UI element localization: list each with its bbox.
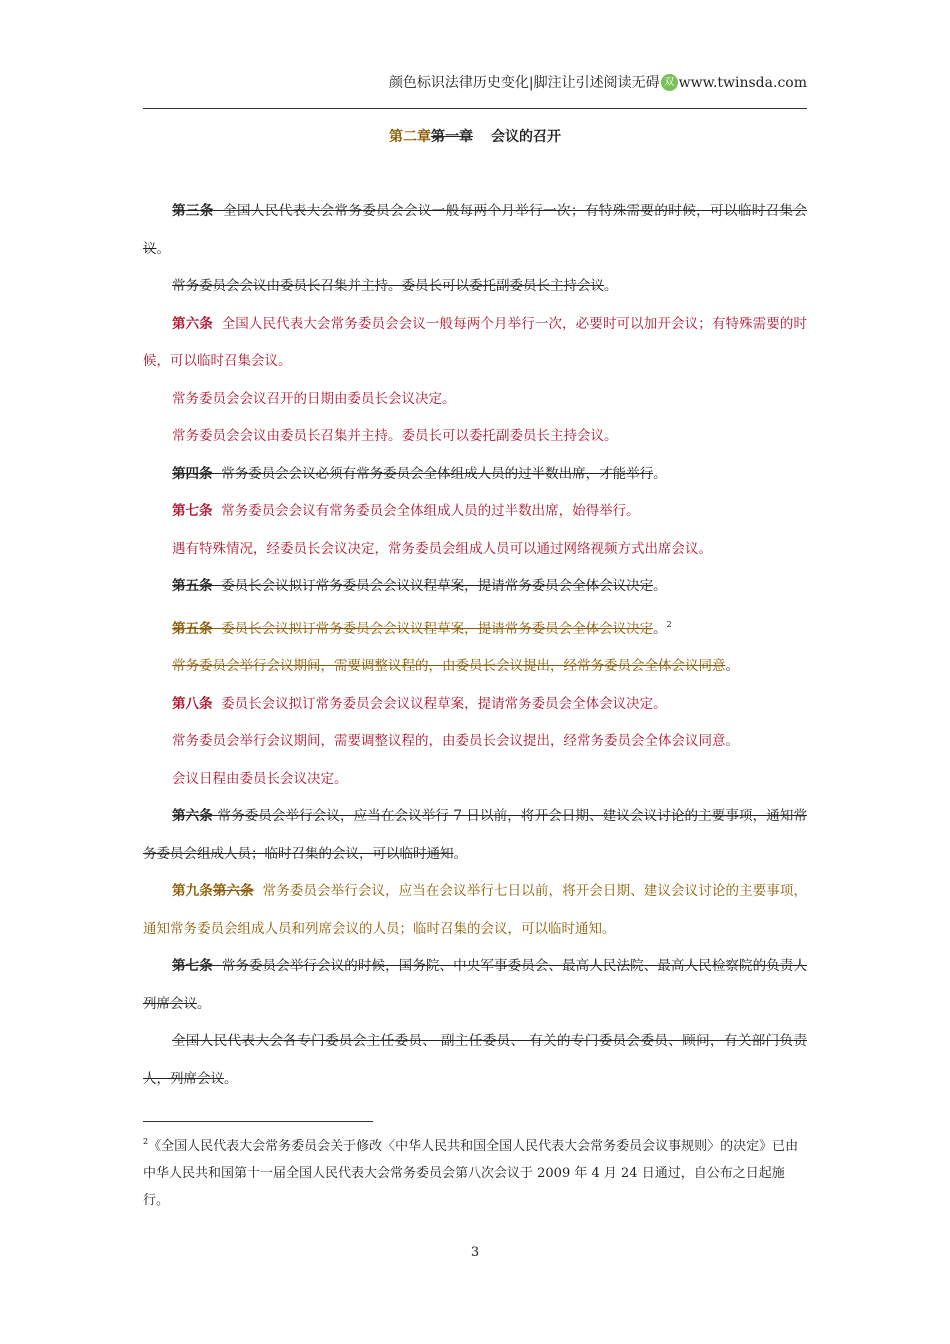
article-label: 第五条 [172, 578, 213, 594]
footnote-text: 《全国人民代表大会常务委员会关于修改〈中华人民共和国全国人民代表大会常务委员会议事规则〉的决定》已由中华人民共和国第十一届全国人民代表大会常务委员会第八次会议于 2009 年 4 月 24 日通过，自公布之日起施行。 [143, 1139, 799, 1208]
article-text: 遇有特殊情况，经委员长会议决定，常务委员会组成人员可以通过网络视频方式出席会议。 [172, 540, 712, 557]
footnote-divider [143, 1121, 373, 1122]
article-6-para-3-new [143, 418, 807, 456]
article-label: 第六条 [172, 315, 213, 332]
header-tagline: 颜色标识法律历史变化|脚注让引述阅读无碍 [388, 75, 660, 91]
article-label: 第三条 [172, 203, 214, 219]
twinsda-logo-icon: 双 [661, 74, 678, 91]
article-text: 常务委员会举行会议的时候，国务院、中央军事委员会、最高人民法院、最高人民检察院的负责人列席会议 [143, 958, 808, 1012]
article-label: 第九条 [172, 883, 213, 899]
article-5-para-2-deleted: 常务委员会举行会议期间，需要调整议程的，由委员长会议提出，经常务委员会全体会议同意。 [172, 658, 739, 674]
chapter-heading [0, 126, 950, 146]
article-text: 全国人民代表大会常务委员会会议一般每两个月举行一次，必要时可以加开会议；有特殊需要的时候，可以临时召集会议。 [143, 315, 808, 369]
footnote-mark: 2 [143, 1137, 149, 1146]
article-text: 常务委员会举行会议，应当在会议举行七日以前，将开会日期、建议会议讨论的主要事项，通知常务委员会组成人员和列席会议的人员；临时召集的会议，可以临时通知。 [143, 883, 808, 937]
chapter-new-number: 第二章 [389, 129, 431, 145]
chapter-old-number: 第一章 [431, 129, 473, 145]
document-body [143, 193, 807, 1098]
article-5-deleted: 第五条 委员长会议拟订常务委员会会议议程草案，提请常务委员会全体会议决定。 [172, 578, 667, 594]
article-4-deleted: 第四条 常务委员会会议必须有常务委员会全体组成人员的过半数出席，才能举行。 [172, 465, 667, 482]
header-divider [143, 108, 807, 109]
article-text: 常务委员会会议有常务委员会全体组成人员的过半数出席，始得举行。 [221, 503, 640, 519]
article-text: 常务委员会举行会议，应当在会议举行 7 日以前，将开会日期、建议会议讨论的主要事项，通知常务委员会组成人员；临时召集的会议，可以临时通知 [143, 808, 808, 862]
page-number: 3 [470, 1245, 480, 1260]
footnote [143, 1128, 807, 1214]
article-7-para-2-old-deleted: 全国人民代表大会各专门委员会主任委员、 副主任委员、 有关的专门委员会委员、顾问，有关部门负责人，列席会议。 [143, 1033, 807, 1087]
article-text: 常务委员会举行会议期间，需要调整议程的，由委员长会议提出，经常务委员会全体会议同意。 [172, 733, 739, 749]
article-text: 常务委员会会议由委员长召集并主持。委员长可以委托副委员长主持会议 [172, 278, 604, 294]
article-text: 常务委员会会议必须有常务委员会全体组成人员的过半数出席，才能举行 [221, 465, 654, 482]
article-text: 全国人民代表大会常务委员会会议一般每两个月举行一次；有特殊需要的时候，可以临时召集会议 [143, 203, 807, 257]
article-7-new [143, 493, 807, 531]
article-label: 第六条 [172, 808, 213, 824]
article-text: 常务委员会会议由委员长召集并主持。委员长可以委托副委员长主持会议。 [172, 428, 618, 444]
article-7-old-deleted: 第七条 常务委员会举行会议的时候，国务院、中央军事委员会、最高人民法院、最高人民检察院的负责人列席会议。 [143, 958, 808, 1012]
article-label: 第七条 [172, 958, 213, 974]
article-old-label: 第六条 [212, 883, 254, 899]
article-8-new [143, 686, 807, 724]
article-label: 第五条 [172, 620, 213, 637]
article-text: 全国人民代表大会各专门委员会主任委员、 副主任委员、 有关的专门委员会委员、顾问，有关部门负责人，列席会议 [143, 1033, 807, 1087]
article-5-amended-deleted: 第五条 委员长会议拟订常务委员会会议议程草案，提请常务委员会全体会议决定。$^2$ [172, 619, 672, 637]
page-header [0, 72, 807, 92]
chapter-title: 会议的召开 [491, 129, 561, 145]
article-text: 常务委员会举行会议期间，需要调整议程的，由委员长会议提出，经常务委员会全体会议同意 [172, 658, 726, 674]
article-text: 委员长会议拟订常务委员会会议议程草案，提请常务委员会全体会议决定 [221, 620, 654, 637]
article-3-deleted: 第三条 全国人民代表大会常务委员会会议一般每两个月举行一次；有特殊需要的时候，可以临时召集会议。 [143, 203, 807, 257]
header-site-link[interactable]: www.twinsda.com [678, 75, 807, 91]
article-6-para-2-new [143, 381, 807, 419]
article-6-old-deleted: 第六条 常务委员会举行会议，应当在会议举行 7 日以前，将开会日期、建议会议讨论的主要事项，通知常务委员会组成人员；临时召集的会议，可以临时通知。 [143, 808, 808, 862]
article-7-para-2-new [143, 531, 807, 569]
article-6-new [143, 306, 807, 381]
article-3-para-2-deleted: 常务委员会会议由委员长召集并主持。委员长可以委托副委员长主持会议。 [172, 278, 618, 294]
article-text: 委员长会议拟订常务委员会会议议程草案，提请常务委员会全体会议决定 [221, 578, 654, 594]
article-label: 第四条 [172, 465, 213, 482]
article-label: 第八条 [172, 695, 213, 712]
article-text: 委员长会议拟订常务委员会会议议程草案，提请常务委员会全体会议决定。 [221, 695, 667, 712]
footnote-reference[interactable]: 2 [666, 619, 672, 629]
article-label: 第七条 [172, 503, 213, 519]
article-8-para-2-new [143, 723, 807, 761]
article-8-para-3-new [143, 761, 807, 799]
article-9-renumbered [143, 873, 807, 948]
article-text: 会议日程由委员长会议决定。 [172, 770, 348, 787]
article-text: 常务委员会会议召开的日期由委员长会议决定。 [172, 390, 456, 407]
